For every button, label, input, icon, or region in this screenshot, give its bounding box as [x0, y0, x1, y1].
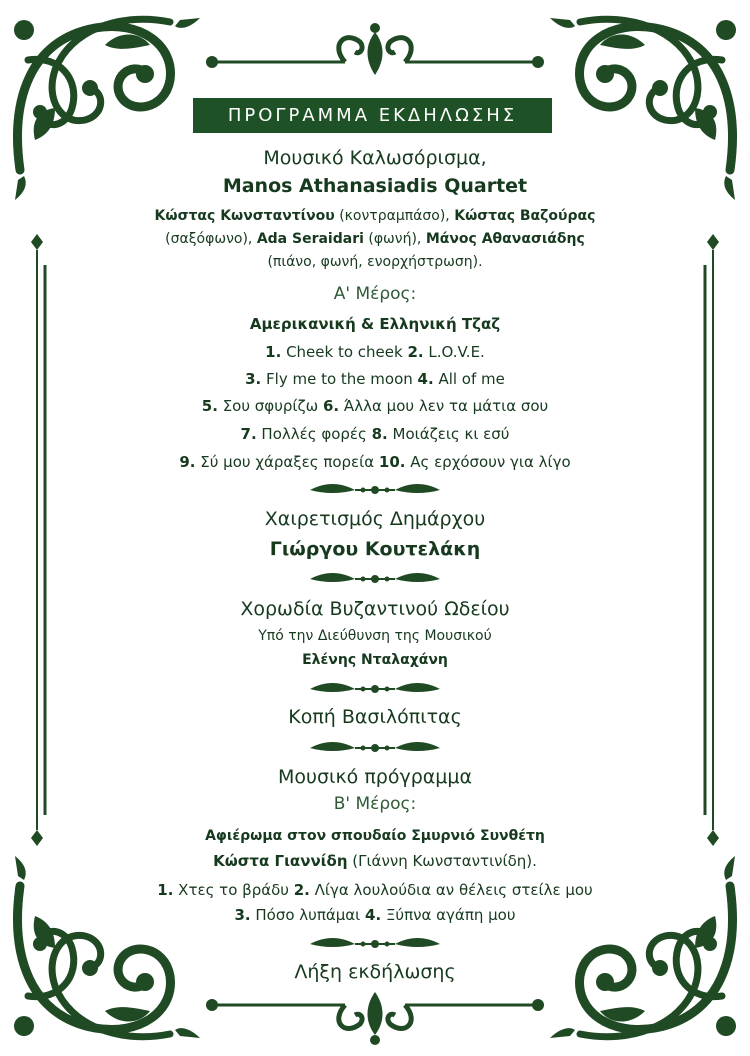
song-title: All of me: [433, 370, 505, 388]
song-title: Χτες το βράδυ: [173, 881, 294, 899]
member-role: (σαξόφωνο),: [165, 231, 257, 247]
song-number: 4.: [365, 906, 382, 924]
song-row: [60, 453, 690, 471]
mayor-greeting: Χαιρετισμός Δημάρχου: [264, 508, 486, 530]
composer-line: [60, 852, 690, 870]
side-bar-icon: [31, 234, 45, 846]
song-row: [60, 425, 690, 443]
choir-direction: Υπό την Διεύθυνση της Μουσικού: [258, 628, 492, 644]
song-number: 2.: [407, 343, 424, 361]
closing-text: Λήξη εκδήλωσης: [294, 961, 456, 983]
song-title: Πόσο λυπάμαι: [250, 906, 366, 924]
side-bar-icon: [705, 234, 719, 846]
song-title: Άλλα μου λεν τα μάτια σου: [339, 397, 549, 415]
song-title: Cheek to cheek: [281, 343, 408, 361]
song-number: 2.: [293, 881, 310, 899]
divider-flourish-icon: [310, 484, 440, 494]
mayor-name: Γιώργου Κουτελάκη: [269, 538, 481, 560]
tribute-heading: Αφιέρωμα στον σπουδαίο Σμυρνιό Συνθέτη: [205, 828, 545, 844]
song-title: Λίγα λουλούδια αν θέλεις στείλε μου: [309, 881, 593, 899]
music-program: Μουσικό πρόγραμμα: [278, 766, 472, 788]
choir-director: Ελένης Νταλαχάνη: [302, 652, 448, 668]
jazz-heading: Αμερικανική & Ελληνική Τζαζ: [249, 315, 501, 333]
corner-flourish-icon: [14, 18, 200, 200]
song-title: Μοιάζεις κι εσύ: [387, 425, 510, 443]
bottom-scroll-icon: [206, 992, 544, 1045]
member-name: Ada Seraidari: [256, 231, 364, 247]
song-number: 3.: [245, 370, 262, 388]
song-number: 3.: [234, 906, 251, 924]
top-scroll-icon: [206, 23, 544, 75]
song-title: Ας ερχόσουν για λίγο: [405, 453, 571, 471]
divider-flourish-icon: [310, 938, 440, 948]
composer-name: Κώστα Γιαννίδη: [213, 852, 348, 870]
song-number: 1.: [265, 343, 282, 361]
song-title: Σου σφυρίζω: [217, 397, 323, 415]
song-row: [60, 397, 690, 415]
song-number: 10.: [378, 453, 406, 471]
divider-flourish-icon: [310, 742, 440, 752]
song-number: 1.: [157, 881, 174, 899]
song-title: Σύ μου χάραξες πορεία: [195, 453, 379, 471]
member-name: Κώστας Βαζούρας: [454, 208, 596, 224]
program-title: ΠΡΟΓΡΑΜΜΑ ΕΚΔΗΛΩΣΗΣ: [193, 98, 552, 133]
song-number: 4.: [417, 370, 434, 388]
part-b-label: Β' Μέρος:: [333, 794, 417, 814]
quartet-name: Manos Athanasiadis Quartet: [222, 175, 528, 197]
song-number: 7.: [240, 425, 257, 443]
corner-flourish-icon: [550, 18, 736, 200]
cake-cutting: Κοπή Βασιλόπιτας: [288, 706, 462, 728]
members-line-1: [60, 208, 690, 224]
song-number: 5.: [201, 397, 218, 415]
members-line-3: [60, 254, 690, 270]
song-row: [60, 881, 690, 899]
song-number: 9.: [179, 453, 196, 471]
song-title: Fly me to the moon: [261, 370, 418, 388]
member-name: Μάνος Αθανασιάδης: [425, 231, 585, 247]
song-title: Ξύπνα αγάπη μου: [381, 906, 516, 924]
member-role: (κοντραμπάσο),: [334, 208, 455, 224]
member-role: (φωνή),: [363, 231, 426, 247]
welcome-text: Μουσικό Καλωσόρισμα,: [263, 147, 487, 169]
song-title: Πολλές φορές: [256, 425, 372, 443]
composer-alias: (Γιάννη Κωνσταντινίδη).: [347, 852, 537, 870]
song-row: [60, 343, 690, 361]
song-row: [60, 906, 690, 924]
song-number: 6.: [322, 397, 340, 415]
member-name: Κώστας Κωνσταντίνου: [154, 208, 335, 224]
divider-flourish-icon: [310, 573, 440, 583]
divider-flourish-icon: [310, 683, 440, 693]
member-role: (πιάνο, φωνή, ενορχήστρωση).: [267, 254, 483, 270]
song-row: [60, 370, 690, 388]
part-a-label: Α' Μέρος:: [333, 284, 417, 304]
song-title: L.O.V.E.: [423, 343, 485, 361]
song-number: 8.: [371, 425, 388, 443]
members-line-2: [60, 231, 690, 247]
choir-name: Χορωδία Βυζαντινού Ωδείου: [240, 598, 510, 620]
